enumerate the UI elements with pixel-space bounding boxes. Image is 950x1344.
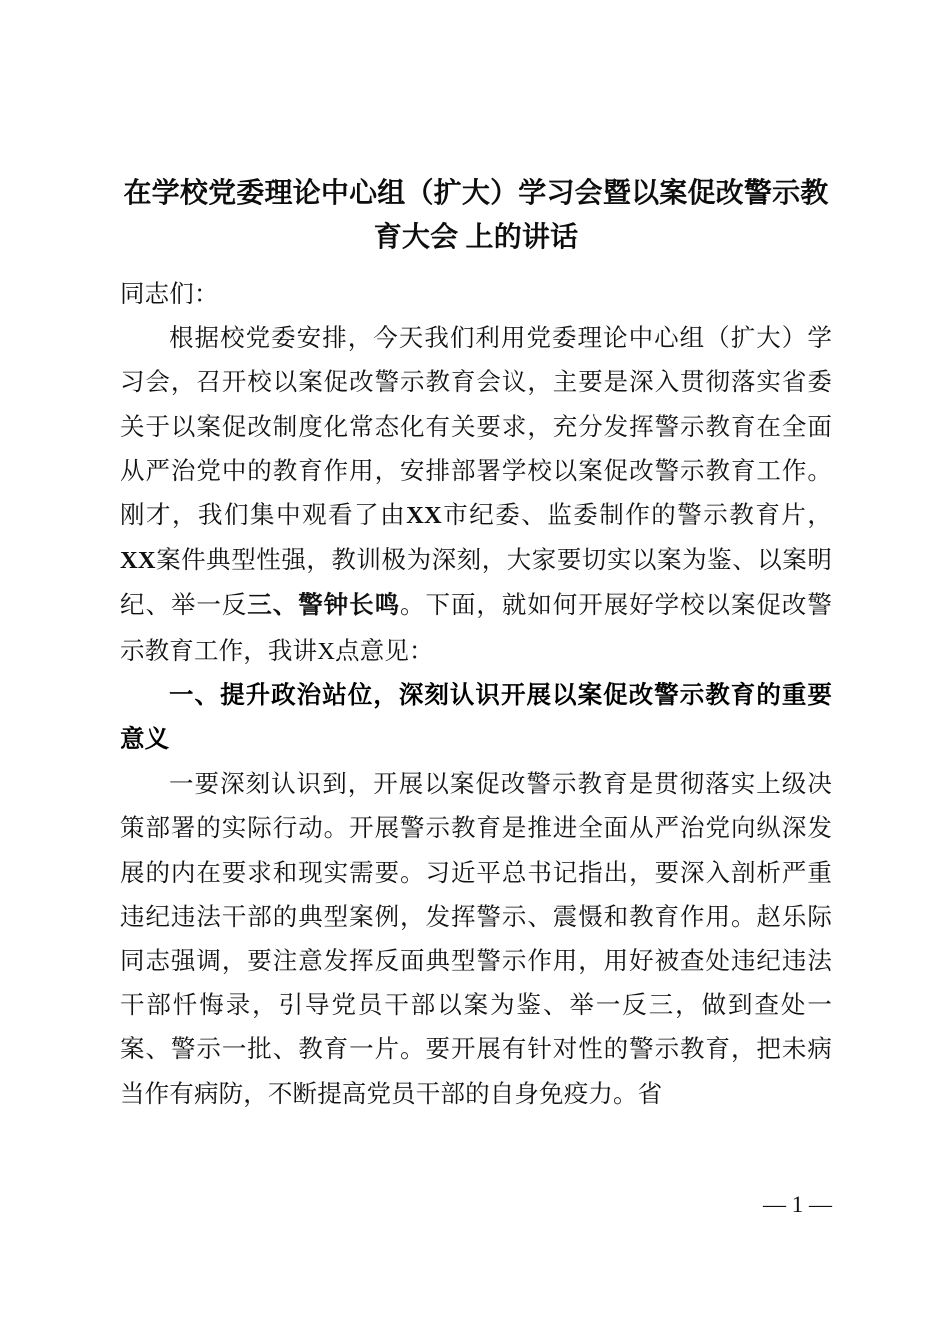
paragraph-1-segment-5: 案件典型性强，教训极为深刻，大家要切实以案为鉴、以案明纪、举一反: [120, 545, 832, 620]
paragraph-1-bold-emphasis: 三、警钟长鸣: [247, 592, 401, 620]
paragraph-1-bold-xx-1: XX: [406, 502, 442, 530]
document-title: [120, 172, 832, 260]
document-title-line-2: 上的讲话: [465, 222, 579, 253]
section-heading-1: 一、提升政治站位，深刻认识开展以案促改警示教育的重要意义: [120, 681, 832, 754]
salutation: 同志们：: [120, 279, 219, 308]
paragraph-1-segment-7: 。下面，就如何开展好学校以案促改警示教育工作，我讲: [120, 590, 833, 665]
document-body: [120, 172, 832, 1116]
document-title-line-1: 在学校党委理论中心组（扩大）学习会暨以案促改警示教育大会: [123, 178, 829, 253]
paragraph-1-segment-9: 点意见：: [335, 635, 434, 665]
page-number: — 1 —: [763, 1192, 832, 1217]
paragraph-1-bold-xx-2: XX: [120, 547, 156, 575]
paragraph-1-placeholder-x: X: [317, 637, 336, 665]
paragraph-1-segment-1: 根据校党委安排，今天我们利用党委理论中心组（扩大）学习会，召开校以案促改警示教育会议，主要是深入贯彻落实省委关于以案促改制度化常态化有关要求，充分发挥警示教育在全面从严治党中的教育作用，安排部署学校以案促改警示教育工作。刚才，我们集中观看了由: [120, 323, 832, 530]
paragraph-1-segment-3: 市纪委、监委制作的警示教育片，: [441, 500, 833, 530]
paragraph-2: 一要深刻认识到，开展以案促改警示教育是贯彻落实上级决策部署的实际行动。开展警示教育是推进全面从严治党向纵深发展的内在要求和现实需要。习近平总书记指出，要深入剖析严重违纪违法干部的典型案例，发挥警示、震慑和教育作用。赵乐际同志强调，要注意发挥反面典型警示作用，用好被查处违纪违法干部忏悔录，引导党员干部以案为鉴、举一反三，做到查处一案、警示一批、教育一片。要开展有针对性的警示教育，把未病当作有病防，不断提高党员干部的自身免疫力。省: [120, 769, 832, 1108]
paragraph-1: [120, 316, 832, 674]
